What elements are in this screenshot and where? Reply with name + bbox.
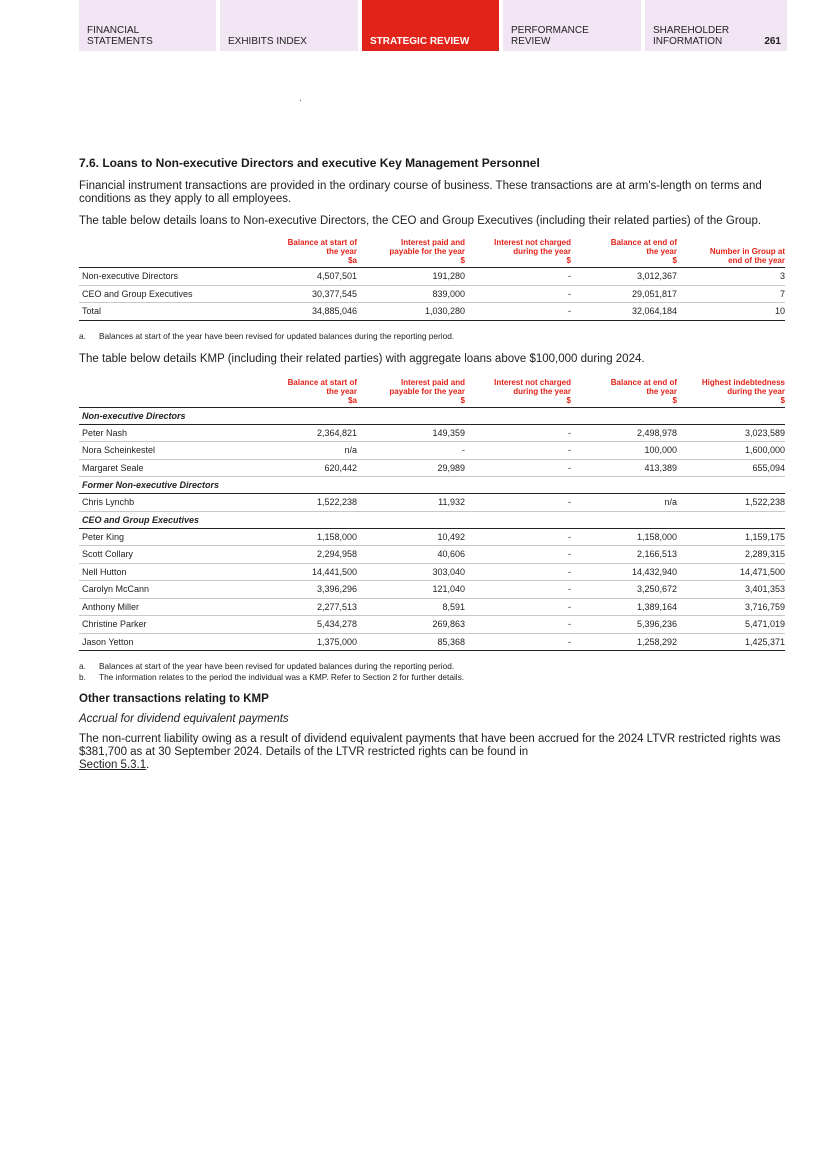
- table-row: Carolyn McCann 3,396,296 121,040 - 3,250,672 3,401,353: [79, 581, 785, 599]
- table-row: Non-executive Directors 4,507,501 191,280 - 3,012,367 3: [79, 268, 785, 286]
- tab-performance-review[interactable]: [503, 0, 641, 51]
- tab-exhibits-index[interactable]: [220, 0, 358, 51]
- kmp-loans-table: [79, 378, 785, 652]
- tab-label-line2: EXHIBITS INDEX: [228, 36, 307, 47]
- section-link[interactable]: Section 5.3.1: [79, 759, 147, 771]
- table1-intro: The table below details loans to Non-executive Directors, the CEO and Group Executives (including their related parties) of the Group.: [79, 215, 762, 227]
- col-header-blank: [79, 238, 259, 268]
- tab-label-line2: REVIEW: [511, 36, 551, 47]
- table-row: Nell Hutton 14,441,500 303,040 - 14,432,940 14,471,500: [79, 563, 785, 581]
- col-header-interest-paid: Interest paid and payable for the year $: [357, 238, 465, 268]
- tab-label-line1: PERFORMANCE: [511, 25, 589, 36]
- intro-paragraph: Financial instrument transactions are provided in the ordinary course of business. These transactions are at arm's-length on terms and conditions as they apply to all employees.: [79, 180, 762, 205]
- table1-footnotes: a. Balances at start of the year have been revised for updated balances during the reporting period.: [79, 330, 455, 341]
- accrual-paragraph: The non-current liability owing as a result of dividend equivalent payments that have been accrued for the 2024 LTVR restricted rights was $381,700 as at 30 September 2024. Details of the LTVR restricted rights can be found in Section 5.3.1.: [79, 733, 781, 771]
- loans-summary-table: [79, 238, 785, 321]
- col-header-blank: [79, 378, 259, 408]
- main-content: [79, 156, 785, 781]
- top-navigation: [79, 0, 787, 51]
- col-header-interest-paid: Interest paid and payable for the year $: [357, 378, 465, 408]
- tab-label-line2: INFORMATION: [653, 36, 723, 47]
- table-row: Peter King 1,158,000 10,492 - 1,158,000 1,159,175: [79, 528, 785, 546]
- table-total-row: Total 34,885,046 1,030,280 - 32,064,184 10: [79, 303, 785, 321]
- tab-label-line2: STATEMENTS: [87, 36, 153, 47]
- table-row: Margaret Seale 620,442 29,989 - 413,389 655,094: [79, 459, 785, 477]
- stray-dot: [300, 100, 301, 101]
- tab-label-line1: FINANCIAL: [87, 25, 140, 36]
- col-header-balance-end: Balance at end of the year $: [571, 238, 677, 268]
- tab-label-line2: STRATEGIC REVIEW: [370, 36, 470, 47]
- other-transactions-title: Other transactions relating to KMP: [79, 693, 269, 705]
- table-section-header: Non-executive Directors: [79, 407, 785, 424]
- accrual-subtitle: Accrual for dividend equivalent payments: [79, 713, 289, 725]
- table-row: Christine Parker 5,434,278 269,863 - 5,396,236 5,471,019: [79, 616, 785, 634]
- col-header-number-in-group: Number in Group at end of the year: [677, 238, 785, 268]
- table-row: Anthony Miller 2,277,513 8,591 - 1,389,164 3,716,759: [79, 598, 785, 616]
- col-header-interest-not-charged: Interest not charged during the year $: [465, 378, 571, 408]
- tab-strategic-review[interactable]: [362, 0, 499, 51]
- tab-financial-statements[interactable]: [79, 0, 216, 51]
- table-section-header: CEO and Group Executives: [79, 511, 785, 528]
- page-number: 261: [764, 36, 781, 47]
- table-row: Chris Lynchb 1,522,238 11,932 - n/a 1,522,238: [79, 494, 785, 512]
- section-title: 7.6. Loans to Non-executive Directors and executive Key Management Personnel: [79, 156, 540, 170]
- col-header-balance-end: Balance at end of the year $: [571, 378, 677, 408]
- table2-footnotes: a. Balances at start of the year have been revised for updated balances during the reporting period. b. The information relates to the period the individual was a KMP. Refer to Section 2 for further details.: [79, 661, 465, 682]
- col-header-interest-not-charged: Interest not charged during the year $: [465, 238, 571, 268]
- table2-intro: The table below details KMP (including their related parties) with aggregate loans above $100,000 during 2024.: [79, 352, 645, 365]
- tab-shareholder-information[interactable]: [645, 0, 787, 51]
- table-row: Jason Yetton 1,375,000 85,368 - 1,258,292 1,425,371: [79, 633, 785, 651]
- col-header-highest-indebtedness: Highest indebtedness during the year $: [677, 378, 785, 408]
- table-row: Peter Nash 2,364,821 149,359 - 2,498,978 3,023,589: [79, 424, 785, 442]
- tab-label-line1: SHAREHOLDER: [653, 25, 730, 36]
- col-header-balance-start: Balance at start of the year $a: [259, 378, 357, 408]
- col-header-balance-start: Balance at start of the year $a: [259, 238, 357, 268]
- table-row: Nora Scheinkestel n/a - - 100,000 1,600,000: [79, 442, 785, 460]
- table-row: CEO and Group Executives 30,377,545 839,000 - 29,051,817 7: [79, 285, 785, 303]
- table-row: Scott Collary 2,294,958 40,606 - 2,166,513 2,289,315: [79, 546, 785, 564]
- table-section-header: Former Non-executive Directors: [79, 477, 785, 494]
